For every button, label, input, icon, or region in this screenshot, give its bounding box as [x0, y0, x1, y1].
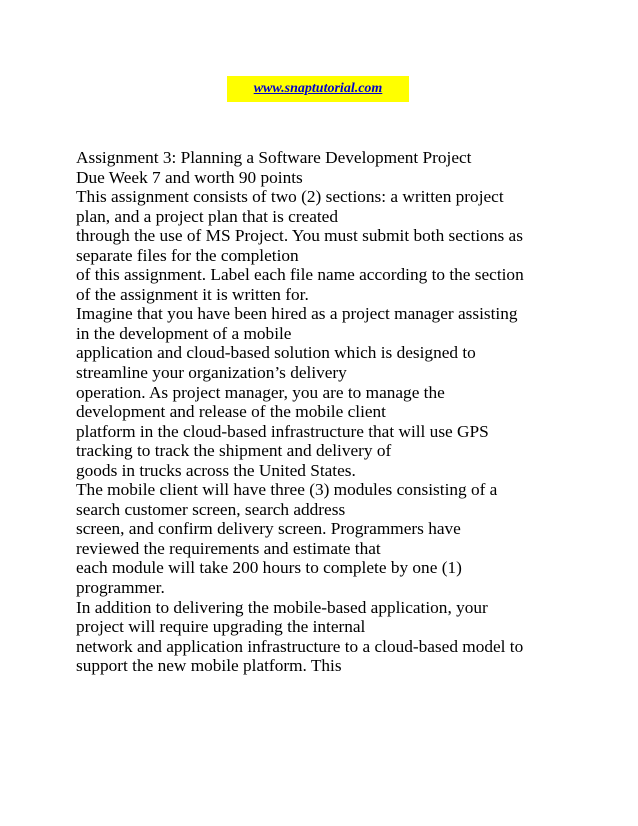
body-line: tracking to track the shipment and delivery of	[76, 441, 392, 461]
body-line: In addition to delivering the mobile-based application, your	[76, 597, 488, 617]
body-line: each module will take 200 hours to complete by one (1)	[76, 558, 462, 578]
body-line: Imagine that you have been hired as a project manager assisting	[76, 304, 518, 324]
body-line: operation. As project manager, you are to manage the	[76, 382, 445, 402]
body-line: streamline your organization’s delivery	[76, 363, 347, 383]
body-line: network and application infrastructure to a cloud-based model to	[76, 636, 524, 656]
body-line: programmer.	[76, 578, 165, 598]
website-link[interactable]: www.snaptutorial.com	[253, 81, 383, 96]
body-line: development and release of the mobile client	[76, 402, 386, 422]
body-line: screen, and confirm delivery screen. Programmers have	[76, 519, 461, 539]
body-line: support the new mobile platform. This	[76, 656, 342, 676]
header-link-highlight	[227, 76, 409, 102]
body-line: The mobile client will have three (3) modules consisting of a	[76, 480, 498, 500]
body-line: application and cloud-based solution which is designed to	[76, 343, 476, 363]
body-line: in the development of a mobile	[76, 323, 292, 343]
body-line: This assignment consists of two (2) sections: a written project	[76, 187, 504, 207]
assignment-title-line: Assignment 3: Planning a Software Development Project	[76, 148, 472, 167]
body-line: plan, and a project plan that is created	[76, 206, 338, 226]
assignment-body	[76, 148, 576, 676]
body-line: reviewed the requirements and estimate that	[76, 538, 381, 558]
body-line: separate files for the completion	[76, 245, 299, 265]
body-line: through the use of MS Project. You must submit both sections as	[76, 226, 523, 246]
body-line: project will require upgrading the internal	[76, 617, 366, 637]
body-line: platform in the cloud-based infrastructure that will use GPS	[76, 421, 489, 441]
body-line: goods in trucks across the United States.	[76, 460, 356, 480]
body-line: of this assignment. Label each file name according to the section	[76, 265, 524, 285]
body-line: of the assignment it is written for.	[76, 284, 309, 304]
due-date-line: Due Week 7 and worth 90 points	[76, 167, 303, 187]
body-line: search customer screen, search address	[76, 499, 346, 519]
